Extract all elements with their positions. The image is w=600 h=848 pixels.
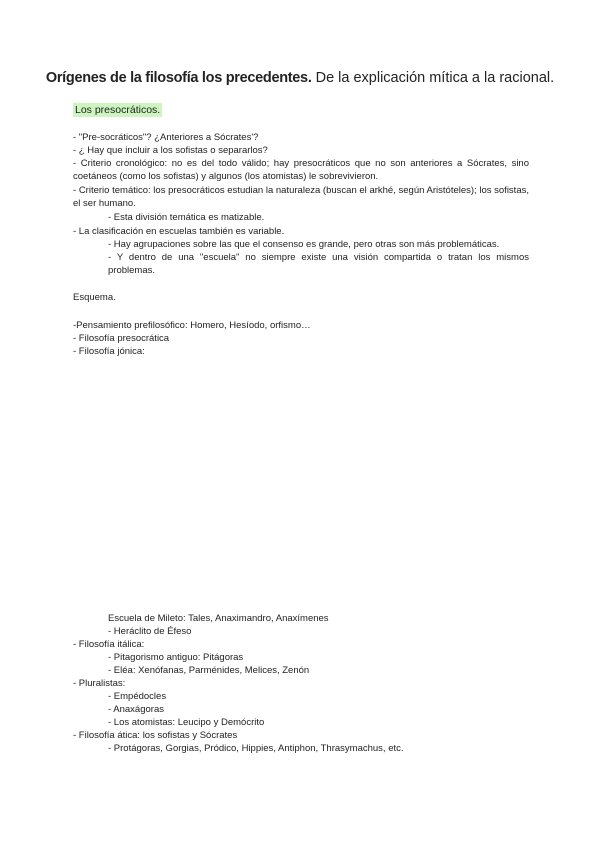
criterio-tematico: - Criterio temático: los presocráticos estudian la naturaleza (buscan el arkhé, según Aristóteles); los sofistas, el ser humano.	[73, 185, 529, 209]
empedocles: - Empédocles	[108, 691, 167, 702]
esquema-line-1: -Pensamiento prefilosófico: Homero, Hesíodo, orfismo…	[73, 320, 311, 331]
elea: - Eléa: Xenófanas, Parménides, Melices, Zenón	[108, 665, 310, 676]
atomistas: - Los atomistas: Leucipo y Demócrito	[108, 717, 265, 728]
section-heading-highlighted: Los presocráticos.	[75, 104, 161, 116]
pluralistas: - Pluralistas:	[73, 678, 126, 689]
esquema-line-3: - Filosofía jónica:	[73, 346, 145, 357]
clasificacion-subpoint-1: - Hay agrupaciones sobre las que el consenso es grande, pero otras son más problemáticas.	[108, 239, 500, 250]
esquema-line-2: - Filosofía presocrática	[73, 333, 170, 344]
clasificacion: - La clasificación en escuelas también es variable.	[73, 226, 285, 237]
tematico-subpoint: - Esta división temática es matizable.	[108, 212, 265, 223]
title-normal: De la explicación mítica a la racional.	[311, 70, 555, 86]
document-title	[0, 70, 600, 86]
intro-line-2: - ¿ Hay que incluir a los sofistas o separarlos?	[73, 145, 268, 156]
pitagorismo: - Pitagorismo antiguo: Pitágoras	[108, 652, 244, 663]
title-bold: Orígenes de la filosofía los precedentes.	[45, 70, 312, 86]
filosofia-atica: - Filosofía ática: los sofistas y Sócrates	[73, 730, 238, 741]
anaxagoras: - Anaxágoras	[108, 704, 164, 715]
criterio-cronologico: - Criterio cronológico: no es del todo válido; hay presocráticos que no son anteriores a Sócrates, sino coetáneos (como los sofistas) y algunos (los atomistas) le sobrevivieron.	[73, 158, 529, 182]
heraclito: - Heráclito de Éfeso	[108, 626, 192, 637]
intro-line-1: - "Pre-socráticos"? ¿Anteriores a Sócrates'?	[73, 132, 259, 143]
filosofia-italica: - Filosofía itálica:	[73, 639, 145, 650]
esquema-heading: Esquema.	[73, 292, 116, 303]
sofistas-list: - Protágoras, Gorgias, Pródico, Hippies, Antiphon, Thrasymachus, etc.	[108, 743, 404, 754]
escuela-mileto: Escuela de Mileto: Tales, Anaximandro, Anaxímenes	[108, 613, 329, 624]
clasificacion-subpoint-2: - Y dentro de una "escuela" no siempre existe una visión compartida o tratan los mismos problemas.	[108, 252, 529, 276]
